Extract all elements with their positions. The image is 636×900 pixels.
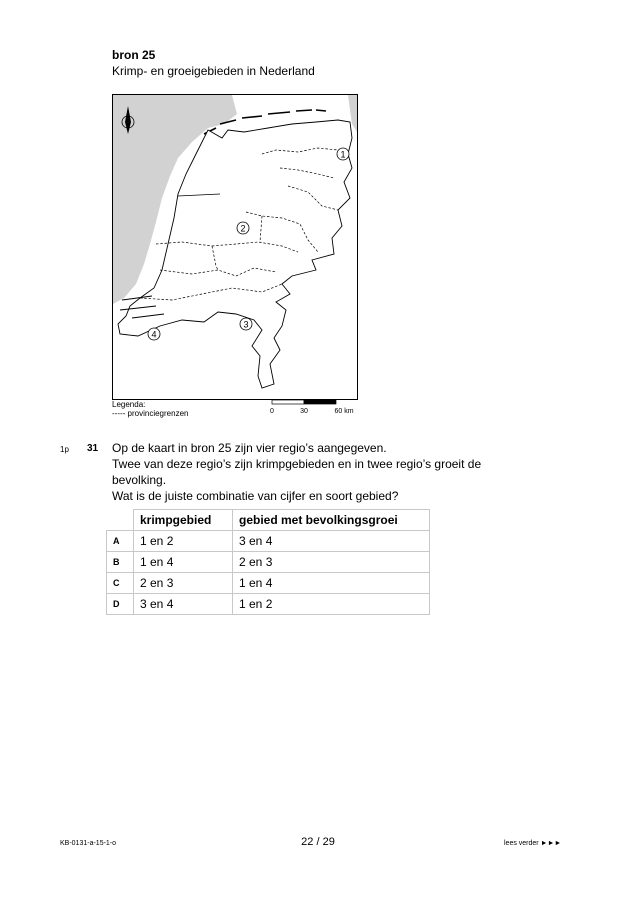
source-subtitle: Krimp- en groeigebieden in Nederland: [112, 64, 315, 78]
option-groei: 3 en 4: [233, 531, 430, 552]
region-marker-3: [240, 318, 252, 330]
option-krimp: 3 en 4: [134, 594, 233, 615]
option-groei: 1 en 2: [233, 594, 430, 615]
answer-option-a[interactable]: [107, 531, 430, 552]
source-title: bron 25: [112, 48, 156, 62]
legend-title: Legenda:: [112, 400, 146, 409]
region-marker-4: [148, 328, 160, 340]
scale-label-0: 0: [270, 408, 274, 415]
svg-text:1: 1: [340, 149, 346, 160]
svg-text:3: 3: [243, 319, 249, 330]
answer-option-d[interactable]: [107, 594, 430, 615]
option-groei: 1 en 4: [233, 573, 430, 594]
option-groei: 2 en 3: [233, 552, 430, 573]
question-text: [112, 440, 552, 504]
question-line-4: Wat is de juiste combinatie van cijfer en soort gebied?: [112, 489, 399, 503]
question-score: 1p: [60, 445, 69, 454]
question-line-3: bevolking.: [112, 473, 167, 487]
option-letter: B: [107, 552, 134, 573]
question-line-1: Op de kaart in bron 25 zijn vier regio’s aangegeven.: [112, 441, 387, 455]
continue-note: lees verder ►►►: [504, 840, 562, 847]
scale-label-30: 30: [300, 408, 308, 415]
answer-table: [106, 509, 430, 615]
question-line-2: Twee van deze regio’s zijn krimpgebieden en in twee regio’s groeit de: [112, 457, 482, 471]
scale-label-60: 60 km: [334, 408, 354, 415]
exam-code: KB-0131-a-15-1-o: [60, 840, 117, 847]
svg-text:2: 2: [240, 223, 246, 234]
netherlands-map: [112, 94, 358, 400]
question-number: 31: [87, 443, 99, 454]
header-bevolkingsgroei: gebied met bevolkingsgroei: [233, 510, 430, 531]
svg-text:4: 4: [151, 329, 157, 340]
page-number: 22 / 29: [301, 836, 335, 848]
option-letter: D: [107, 594, 134, 615]
region-marker-1: [337, 148, 349, 160]
answer-table-header: [107, 510, 430, 531]
scale-bar: [268, 398, 364, 420]
answer-option-c[interactable]: [107, 573, 430, 594]
header-blank: [107, 510, 134, 531]
option-krimp: 2 en 3: [134, 573, 233, 594]
option-krimp: 1 en 2: [134, 531, 233, 552]
answer-option-b[interactable]: [107, 552, 430, 573]
region-marker-2: [237, 222, 249, 234]
option-letter: C: [107, 573, 134, 594]
option-krimp: 1 en 4: [134, 552, 233, 573]
legend-item-province-borders: ----- provinciegrenzen: [112, 409, 189, 418]
option-letter: A: [107, 531, 134, 552]
header-krimpgebied: krimpgebied: [134, 510, 233, 531]
